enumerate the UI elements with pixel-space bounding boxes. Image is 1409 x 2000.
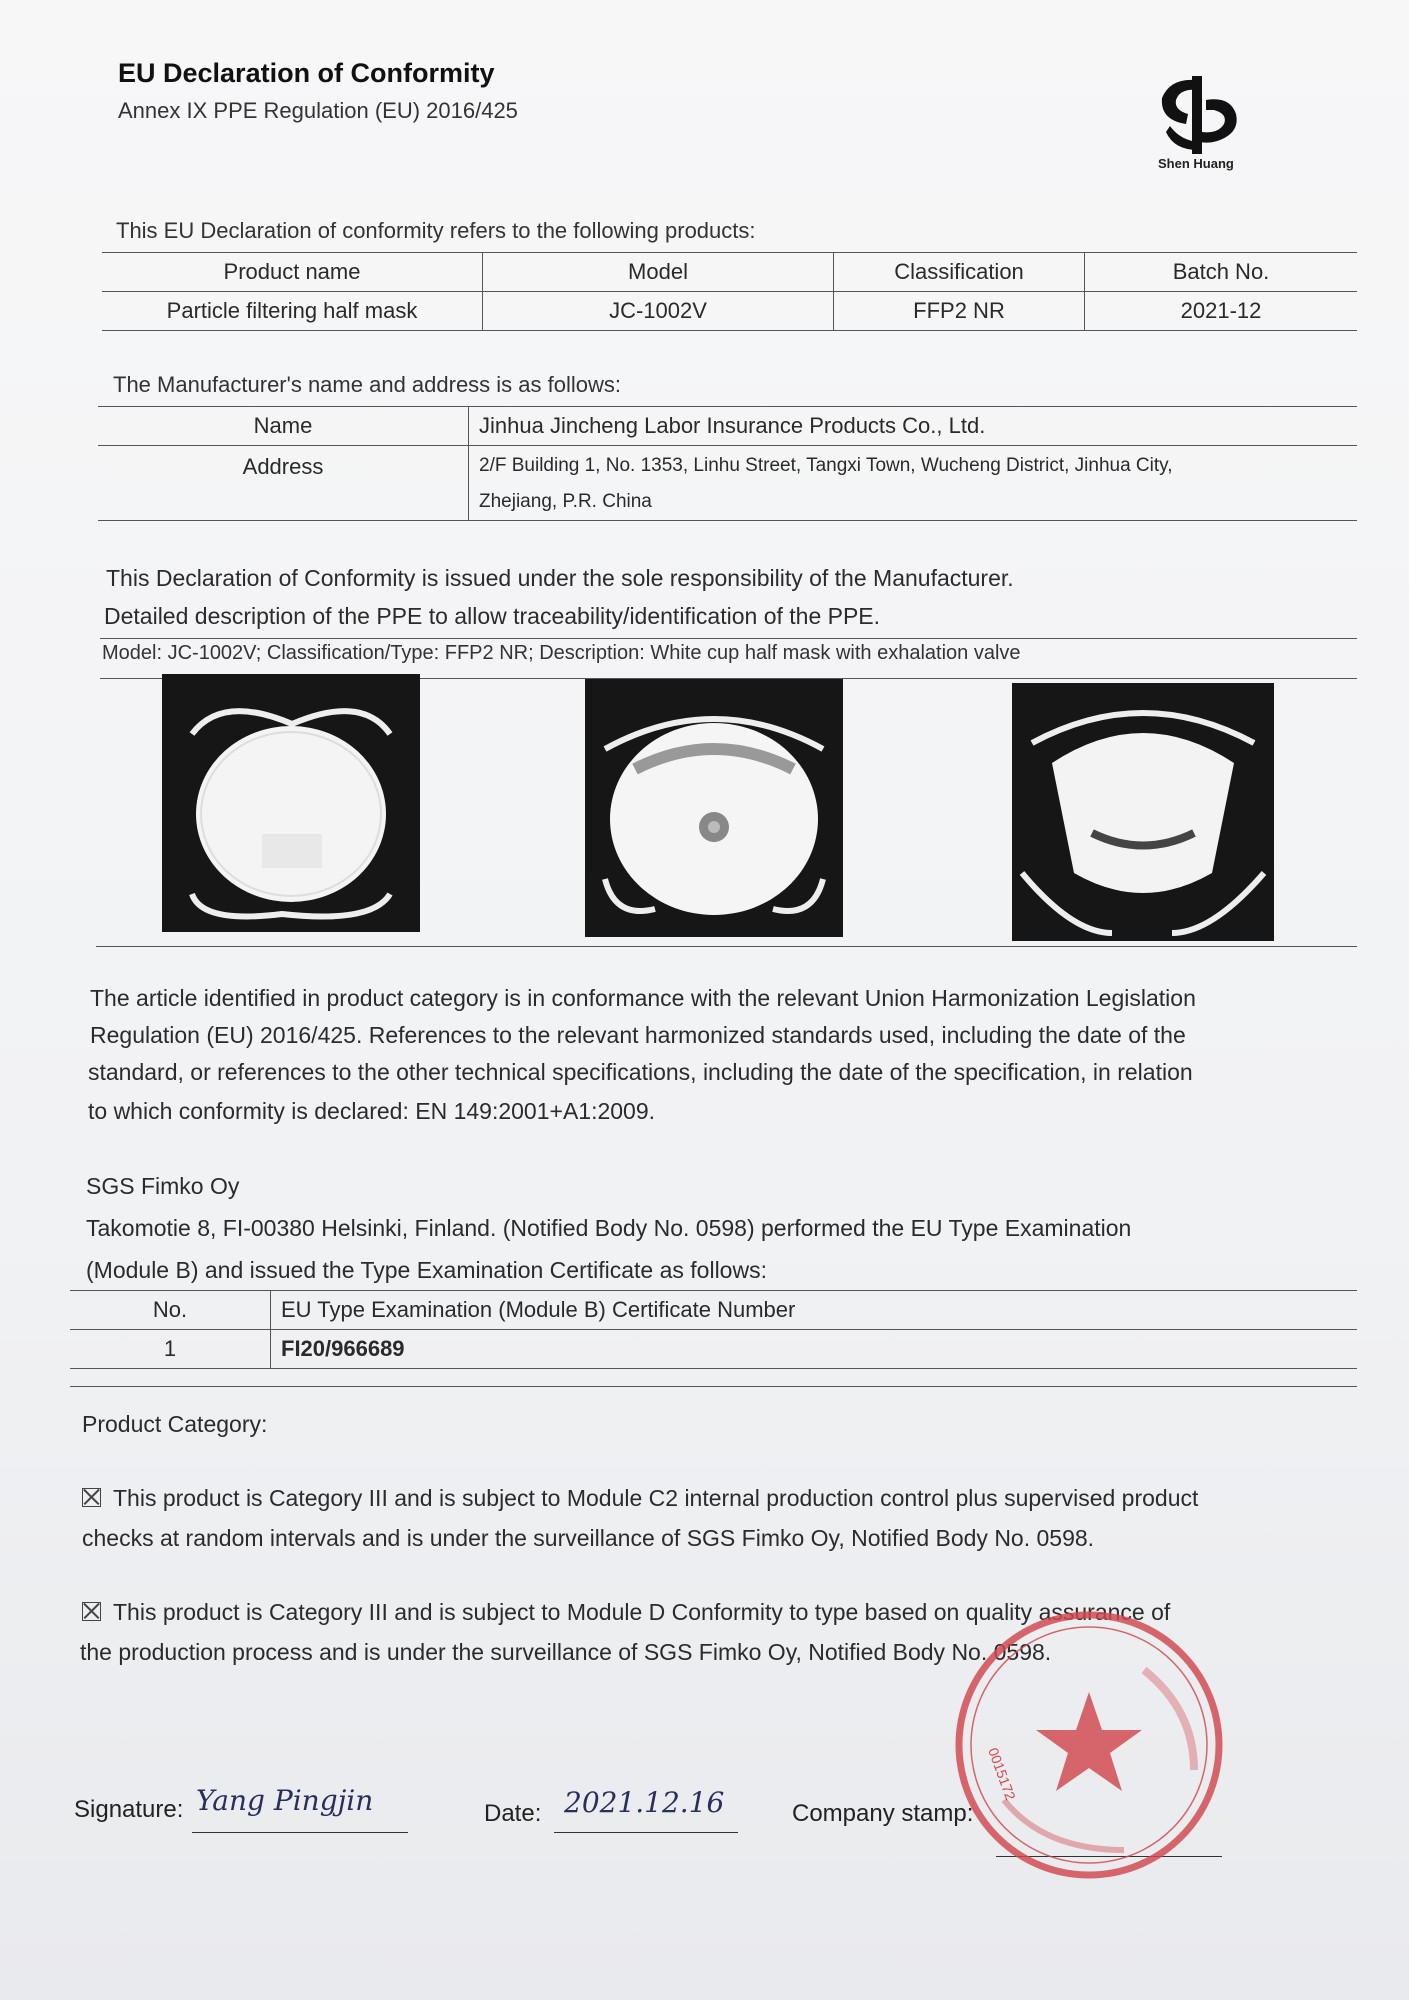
address-line-2: Zhejiang, P.R. China [479, 491, 652, 512]
address-value [469, 446, 1358, 521]
divider [100, 638, 1357, 639]
cell-certificate-number: FI20/966689 [271, 1330, 1358, 1369]
responsibility-line-1: This Declaration of Conformity is issued under the sole responsibility of the Manufacturer. [106, 565, 1014, 591]
header-classification: Classification [834, 253, 1085, 292]
mask-photo-back [1012, 683, 1274, 941]
logo-caption: Shen Huang [1158, 156, 1234, 171]
company-stamp-label: Company stamp: [792, 1800, 974, 1827]
date-value: 2021.12.16 [564, 1786, 725, 1819]
conformance-line-1: The article identified in product category is in conformance with the relevant Union Harmonization Legislation [90, 985, 1196, 1011]
header-model: Model [483, 253, 834, 292]
name-label: Name [98, 407, 469, 446]
category-c2-line-1 [82, 1480, 1198, 1517]
manufacturer-intro: The Manufacturer's name and address is as follows: [113, 372, 621, 397]
date-line [554, 1832, 738, 1833]
notified-body-line-2: (Module B) and issued the Type Examination Certificate as follows: [86, 1257, 767, 1283]
address-label: Address [98, 446, 469, 521]
category-d-line-2: the production process and is under the surveillance of SGS Fimko Oy, Notified Body No. 0598. [80, 1639, 1052, 1665]
name-value: Jinhua Jincheng Labor Insurance Products Co., Ltd. [469, 407, 1358, 446]
category-c2-text: This product is Category III and is subject to Module C2 internal production control plus supervised product [113, 1485, 1199, 1511]
red-seal-icon [944, 1600, 1234, 1890]
manufacturer-table [98, 406, 1357, 521]
date-label: Date: [484, 1800, 542, 1827]
responsibility-line-2: Detailed description of the PPE to allow traceability/identification of the PPE. [104, 603, 881, 629]
divider [96, 946, 1357, 947]
checked-box-icon[interactable] [82, 1602, 101, 1621]
cell-no: 1 [70, 1330, 271, 1369]
header-product-name: Product name [102, 253, 483, 292]
products-table [102, 252, 1357, 331]
mask-photo-valve [585, 679, 843, 937]
notified-body-line-1: Takomotie 8, FI-00380 Helsinki, Finland. (Notified Body No. 0598) performed the EU Type Examination [86, 1215, 1132, 1241]
mask-valve-image-icon [585, 679, 843, 937]
table-row [70, 1330, 1357, 1369]
document-title: EU Declaration of Conformity [118, 58, 495, 88]
certificate-table [70, 1290, 1357, 1369]
header-batch-no: Batch No. [1085, 253, 1358, 292]
header-certificate-number: EU Type Examination (Module B) Certificate Number [271, 1291, 1358, 1330]
mask-photo-front [162, 674, 420, 932]
address-line-1: 2/F Building 1, No. 1353, Linhu Street, Tangxi Town, Wucheng District, Jinhua City, [479, 455, 1173, 476]
divider [70, 1386, 1357, 1387]
conformance-line-3: standard, or references to the other technical specifications, including the date of the specification, in relation [88, 1059, 1193, 1085]
table-header-row [70, 1291, 1357, 1330]
header-no: No. [70, 1291, 271, 1330]
table-row [102, 292, 1357, 331]
table-row [98, 446, 1357, 521]
products-intro: This EU Declaration of conformity refers to the following products: [116, 218, 756, 243]
category-d-text: This product is Category III and is subject to Module D Conformity to type based on quality assurance of [113, 1599, 1171, 1625]
company-stamp [944, 1600, 1234, 1890]
cell-classification: FFP2 NR [834, 292, 1085, 331]
conformance-line-2: Regulation (EU) 2016/425. References to the relevant harmonized standards used, including the date of the [90, 1022, 1186, 1048]
cell-batch-no: 2021-12 [1085, 292, 1358, 331]
conformance-line-4: to which conformity is declared: EN 149:2001+A1:2009. [88, 1098, 656, 1124]
checked-box-icon[interactable] [82, 1488, 101, 1507]
signature-line [192, 1832, 408, 1833]
document-subtitle: Annex IX PPE Regulation (EU) 2016/425 [118, 98, 518, 123]
shen-huang-logo-icon [1140, 70, 1260, 160]
mask-back-image-icon [1012, 683, 1274, 941]
table-row [98, 407, 1357, 446]
company-logo [1140, 70, 1260, 180]
category-c2-line-2: checks at random intervals and is under the surveillance of SGS Fimko Oy, Notified Body No. 0598. [82, 1525, 1095, 1551]
stamp-number: 0015172 [985, 1745, 1019, 1803]
cell-model: JC-1002V [483, 292, 834, 331]
notified-body-name: SGS Fimko Oy [86, 1173, 240, 1199]
signature-label: Signature: [74, 1796, 184, 1823]
model-description: Model: JC-1002V; Classification/Type: FFP2 NR; Description: White cup half mask with exhalation valve [102, 642, 1021, 664]
signature-value: Yang Pingjin [196, 1784, 374, 1817]
table-header-row [102, 253, 1357, 292]
product-category-label: Product Category: [82, 1411, 268, 1437]
mask-front-image-icon [162, 674, 420, 932]
cell-product-name: Particle filtering half mask [102, 292, 483, 331]
